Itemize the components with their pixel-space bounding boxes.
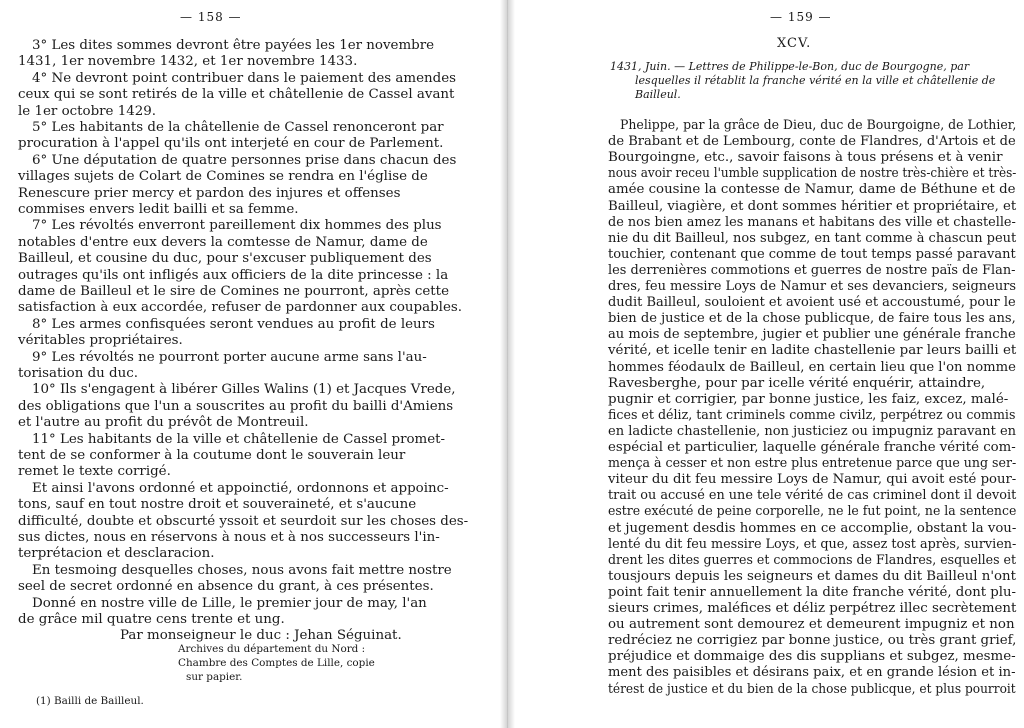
left-text-line: ceux qui se sont retirés de la ville et châtellenie de Cassel avant [18,87,455,103]
right-text-line: au mois de septembre, jugier et publier une générale franche [608,327,1016,343]
heading-line: Bailleul. [635,88,681,101]
right-text-line: pugnir et corrigier, par bonne justice, les faiz, excez, malé- [608,391,1009,407]
right-text-line: bien de justice et de la chose publicque, de faire tous les ans, [608,311,1016,327]
right-text-line: fices et déliz, tant criminels comme civilz, perpétrez ou commis [608,407,1016,423]
left-text-line: dame de Bailleul et le sire de Comines ne pourront, après cette [18,284,449,299]
chapter-number: XCV. [777,36,812,51]
left-text-line: satisfaction à eux accordée, refuser de pardonner aux coupables. [18,300,463,316]
right-text-line: Phelippe, par la grâce de Dieu, duc de Bourgoigne, de Lothier, [620,118,1017,133]
left-text-line: Par monseigneur le duc : Jehan Séguinat. [120,628,402,644]
right-text-line: mença à cesser et non estre plus entretenue parce que ung ser- [608,456,1017,472]
left-text-line: 6° Une députation de quatre personnes prise dans chacun des [32,152,457,168]
right-text-line: tousjours depuis les seigneurs et dames du dit Bailleul n'ont [608,568,1016,584]
left-text-line: et l'autre au profit du prévôt de Montreuil. [18,415,309,431]
right-text-line: préjudice et dommaige des dis supplians et subgez, mesme- [608,649,1016,665]
right-text-line: lenté du dit feu messire Loys, et que, assez tost après, survien- [608,536,1017,552]
left-text-line: procuration à l'appel qu'ils ont interjeté en cour de Parlement. [18,136,444,152]
right-text-line: estre exécuté de peine corporelle, ne le fut point, ne la sentence [608,504,1017,520]
left-text-line: 1431, 1er novembre 1432, et 1er novembre 1433. [18,54,358,70]
left-text-line: seel de secret ordonné en absence du grant, à ces présentes. [18,579,434,595]
left-text-line: des obligations que l'un a souscrites au profit du bailli d'Amiens [18,398,454,414]
right-text-line: térest de justice et du bien de la chose publicque, et plus pourroit [608,681,1016,697]
left-text-line: villages sujets de Colart de Comines se rendra en l'église de [18,169,428,185]
book-gutter [500,0,515,728]
right-text-line: de Brabant et de Lembourg, conte de Flandres, d'Artois et de [608,134,1016,150]
archive-note-line: sur papier. [186,671,243,683]
left-text-line: notables d'entre eux devers la comtesse de Namur, dame de [18,234,428,250]
archive-note-line: Chambre des Comptes de Lille, copie [178,657,375,669]
right-page-number: — 159 — [770,10,832,24]
right-text-line: ment des paisibles et désirans paix, et en grande lésion et in- [608,665,1016,681]
right-text-line: de nos bien amez les manans et habitans des ville et chastelle- [608,214,1016,230]
left-text-line: Renescure prier mercy et pardon des injures et offenses [18,185,401,201]
left-text-line: terprétacion et desclaracion. [18,546,215,562]
left-text-line: torisation du duc. [18,366,138,381]
left-text-line: Bailleul, et cousine du duc, pour s'excuser publiquement des [18,251,432,267]
left-text-line: 3° Les dites sommes devront être payées les 1er novembre [32,38,435,53]
right-text-line: espécial et particulier, laquelle générale franche vérité com- [608,440,1016,455]
heading-line: lesquelles il rétablit la franche vérité en la ville et châtellenie de [635,74,996,87]
left-text-line: Et ainsi l'avons ordonné et appoinctié, ordonnons et appoinc- [32,480,449,496]
right-text-line: sieurs crimes, maléfices et déliz perpétrez illec secrètement [608,601,1017,616]
left-text-line: commises envers ledit bailli et sa femme. [18,202,299,217]
left-text-line: remet le texte corrigé. [18,464,171,480]
left-text-line: 7° Les révoltés enverront pareillement dix hommes des plus [32,218,442,234]
right-text-line: dudit Bailleul, souloient et avoient usé et accoustumé, pour le [608,295,1016,311]
heading-line: 1431, Juin. — Lettres de Philippe-le-Bon, duc de Bourgogne, par [610,60,970,73]
right-text-line: dres, feu messire Loys de Namur et ses devanciers, seigneurs [608,279,1017,294]
archive-note-line: Archives du département du Nord : [178,643,366,655]
left-text-line: 11° Les habitants de la ville et châtellenie de Cassel promet- [32,431,446,447]
right-text-line: point fait tenir annuellement la dite franche vérité, dont plu- [608,584,1017,600]
left-text-line: véritables propriétaires. [18,333,183,349]
left-page-number: — 158 — [180,10,242,24]
right-text-line: Ravesberghe, pour par icelle vérité enquérir, attaindre, [608,375,986,391]
right-text-line: les derrenières commotions et guerres de nostre païs de Flan- [608,262,1016,278]
left-text-line: En tesmoing desquelles choses, nous avons fait mettre nostre [32,562,452,578]
right-text-line: redréciez ne corrigiez par bonne justice, ou très grant grief, [608,633,1017,649]
right-text-line: trait ou accusé en une tele vérité de cas criminel dont il devoit [608,488,1017,504]
right-text-line: hommes féodaulx de Bailleul, en certain lieu que l'on nomme [608,359,1016,375]
right-text-line: ou autrement sont demourez et demeurent impugniz et non [608,617,1015,633]
right-text-line: nie du dit Bailleul, nos subgez, en tant comme à chascun peut [608,230,1017,246]
right-page [515,0,1024,728]
right-text-line: amée cousine la contesse de Namur, dame de Béthune et de [608,182,1016,198]
footnote: (1) Bailli de Bailleul. [36,695,144,707]
left-text-line: de grâce mil quatre cens trente et ung. [18,612,285,627]
left-text-line: Donné en nostre ville de Lille, le premier jour de may, l'an [32,595,427,611]
left-text-line: 4° Ne devront point contribuer dans le paiement des amendes [32,70,457,86]
left-text-line: difficulté, doubte et obscurté yssoit et seurdoit sur les choses des- [18,513,469,529]
right-text-line: en ladicte chastellenie, non justiciez ou impugniz paravant en [608,423,1017,439]
right-text-line: nous avoir receu l'umble supplication de nostre très-chière et très- [608,166,1017,182]
left-text-line: tent de se conformer à la coutume dont le souverain leur [18,448,406,463]
left-text-line: le 1er octobre 1429. [18,103,157,119]
right-text-line: Bailleul, viagière, et dont sommes héritier et propriétaire, et [608,198,1017,214]
right-text-line: Bourgoingne, etc., savoir faisons à tous présens et à venir [608,150,1003,166]
right-text-line: et jugement desdis hommes en ce accomplie, obstant la vou- [608,520,1017,536]
right-text-line: touchier, contenant que comme de tout temps passé paravant [608,246,1016,262]
left-text-line: 8° Les armes confisquées seront vendues au profit de leurs [32,316,435,332]
left-text-line: 10° Ils s'engagent à libérer Gilles Walins (1) et Jacques Vrede, [32,382,456,398]
left-text-line: outrages qu'ils ont infligés aux officiers de la dite princesse : la [18,267,449,283]
left-text-line: 5° Les habitants de la châtellenie de Cassel renonceront par [32,120,444,135]
left-text-line: sus dictes, nous en réservons à nous et à nos successeurs l'in- [18,530,440,545]
left-text-line: tons, sauf en tout nostre droit et souveraineté, et s'aucune [18,497,417,513]
right-text-line: drent les dites guerres et commocions de Flandres, esquelles et [608,552,1017,568]
right-text-line: viteur du dit feu messire Loys de Namur, qui avoit esté pour- [608,472,1017,488]
right-text-line: vérité, et icelle tenir en ladite chastellenie par leurs bailli et [608,343,1017,359]
left-page [0,0,500,728]
left-text-line: 9° Les révoltés ne pourront porter aucune arme sans l'au- [32,349,427,365]
